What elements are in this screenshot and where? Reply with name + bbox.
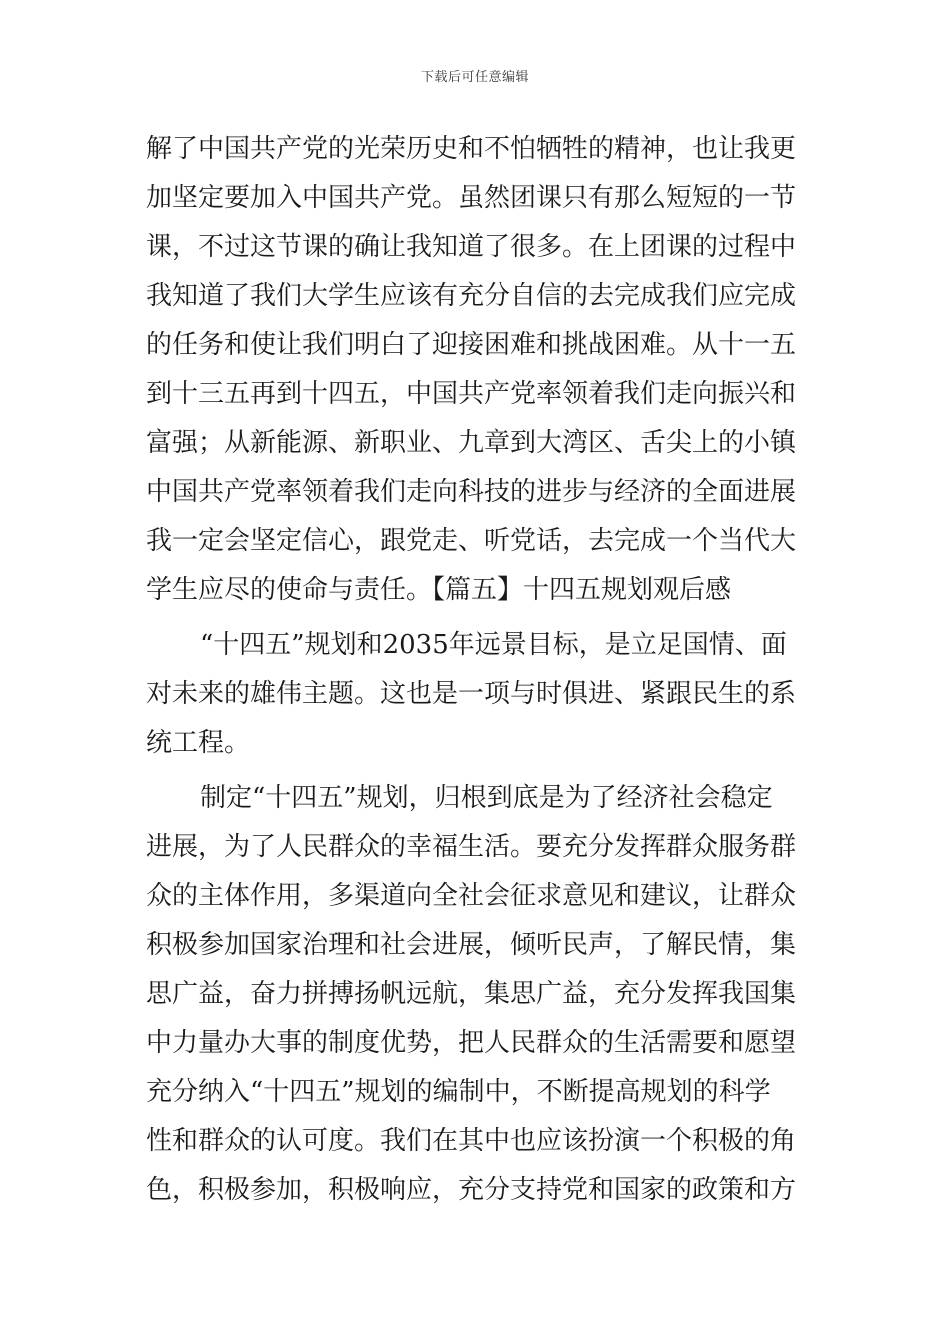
text-line: “十四五”规划和2035年远景目标，是立足国情、面 [200, 630, 787, 660]
text-line: 思广益，奋力拼搏扬帆远航，集思广益，充分发挥我国集 [146, 979, 797, 1009]
text-line: 制定“十四五”规划，归根到底是为了经济社会稳定 [200, 783, 773, 813]
text-line: 充分纳入“十四五”规划的编制中，不断提高规划的科学 [146, 1077, 771, 1107]
document-body [146, 125, 818, 1215]
text-line: 中国共产党率领着我们走向科技的进步与经济的全面进展 [146, 477, 797, 507]
text-line: 色，积极参加，积极响应，充分支持党和国家的政策和方 [146, 1175, 797, 1205]
text-line: 统工程。 [146, 728, 251, 758]
text-line: 我知道了我们大学生应该有充分自信的去完成我们应完成 [146, 281, 797, 311]
text-line: 众的主体作用，多渠道向全社会征求意见和建议，让群众 [146, 881, 797, 911]
text-line: 积极参加国家治理和社会进展，倾听民声，了解民情，集 [146, 930, 797, 960]
paragraph [146, 621, 818, 768]
text-line: 解了中国共产党的光荣历史和不怕牺牲的精神，也让我更 [146, 134, 797, 164]
text-line: 性和群众的认可度。我们在其中也应该扮演一个积极的角 [146, 1126, 797, 1156]
text-line: 到十三五再到十四五，中国共产党率领着我们走向振兴和 [146, 379, 797, 409]
text-line: 富强；从新能源、新职业、九章到大湾区、舌尖上的小镇 [146, 428, 797, 458]
text-line: 对未来的雄伟主题。这也是一项与时俱进、紧跟民生的系 [146, 679, 797, 709]
text-line: 的任务和使让我们明白了迎接困难和挑战困难。从十一五 [146, 330, 797, 360]
text-line: 中力量办大事的制度优势，把人民群众的生活需要和愿望 [146, 1028, 797, 1058]
paragraph [146, 125, 818, 615]
text-line: 我一定会坚定信心，跟党走、听党话，去完成一个当代大 [146, 526, 797, 556]
text-line: 进展，为了人民群众的幸福生活。要充分发挥群众服务群 [146, 832, 797, 862]
paragraph [146, 774, 818, 1215]
text-line: 课，不过这节课的确让我知道了很多。在上团课的过程中 [146, 232, 797, 262]
page-header-note: 下载后可任意编辑 [420, 70, 529, 85]
text-line: 学生应尽的使命与责任。【篇五】十四五规划观后感 [146, 575, 732, 605]
text-line: 加坚定要加入中国共产党。虽然团课只有那么短短的一节 [146, 183, 797, 213]
